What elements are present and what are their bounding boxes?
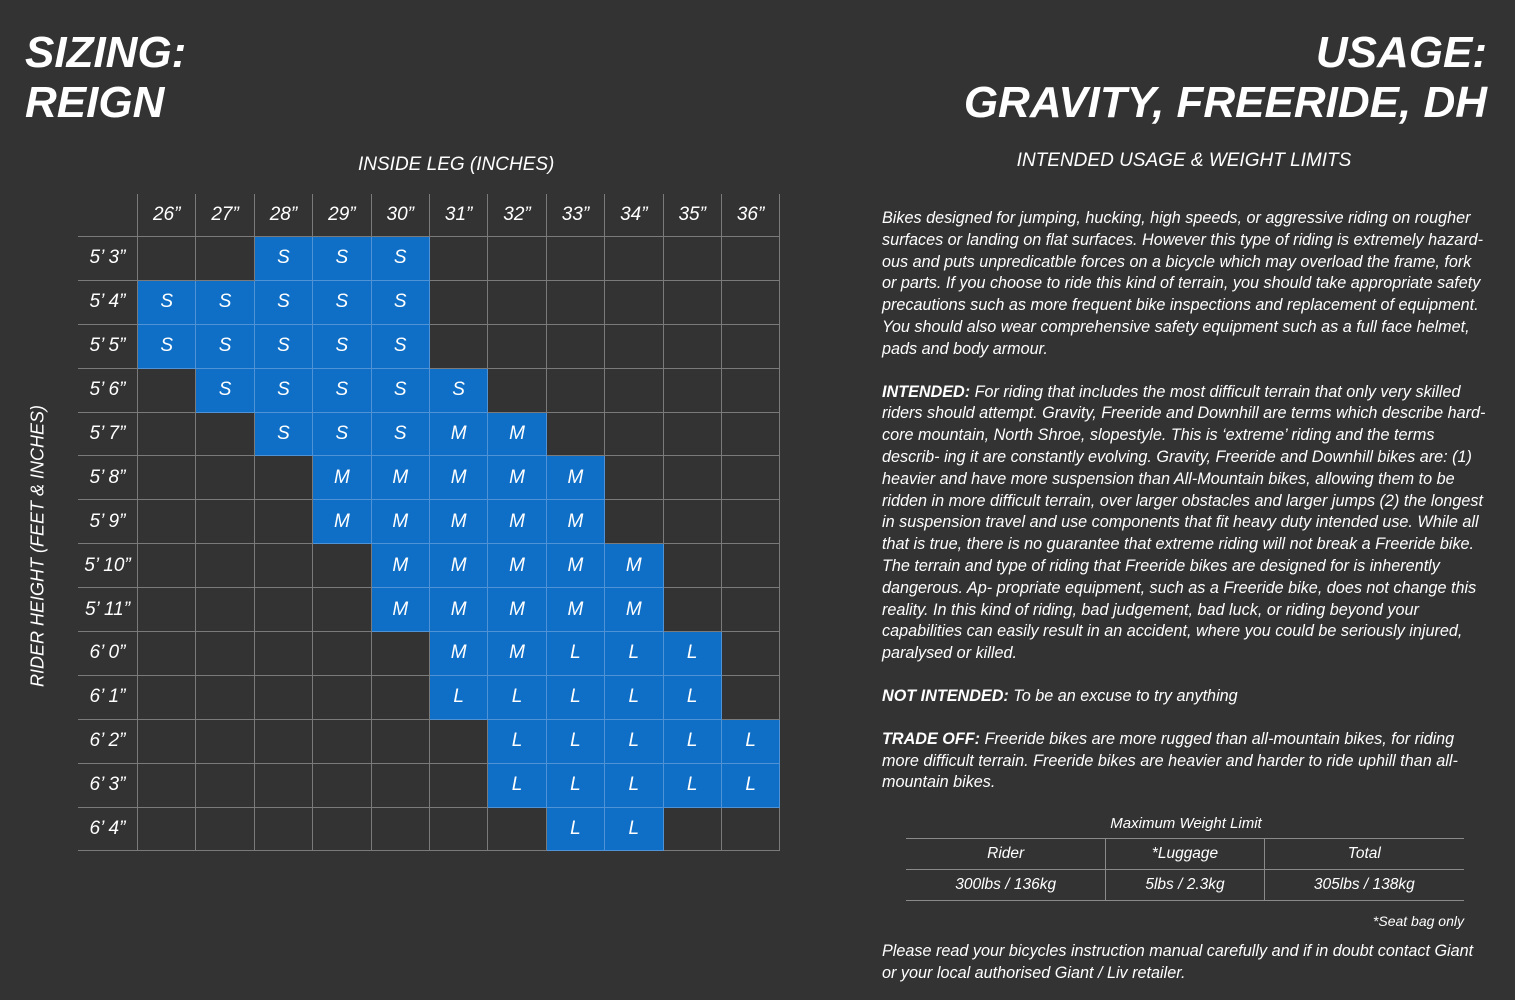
size-cell: L — [547, 764, 605, 808]
empty-cell — [547, 369, 605, 413]
size-cell: S — [372, 325, 430, 369]
size-cell: L — [664, 632, 722, 676]
size-cell: S — [313, 237, 371, 281]
size-cell: L — [605, 808, 663, 852]
empty-cell — [664, 413, 722, 457]
size-cell: S — [196, 281, 254, 325]
weight-value-luggage: 5lbs / 2.3kg — [1106, 870, 1264, 901]
weight-table-value-row — [906, 870, 1464, 901]
column-header: 28” — [255, 194, 313, 237]
empty-cell — [722, 676, 780, 720]
empty-cell — [664, 544, 722, 588]
row-header: 6’ 4” — [78, 808, 138, 852]
size-cell: L — [664, 764, 722, 808]
column-header: 30” — [372, 194, 430, 237]
empty-cell — [138, 588, 196, 632]
empty-cell — [138, 237, 196, 281]
tradeoff-paragraph — [882, 729, 1490, 794]
title-right-line-2: GRAVITY, FREERIDE, DH — [963, 78, 1487, 127]
empty-cell — [664, 500, 722, 544]
usage-intro: Bikes designed for jumping, hucking, high speeds, or aggressive riding on rougher surfaces or landing on flat surfaces. However this type of riding is extremely hazard- ous and puts unpredicatble forces on a bicycle which may overload the frame, fork or parts. If you choose to ride this kind of terrain, you should take appropriate safety precautions such as more frequent bike inspections and replacement of equipment. You should also wear comprehensive safety equipment such as a full face helmet, pads and body armour. — [882, 209, 1484, 358]
empty-cell — [722, 632, 780, 676]
weight-value-rider: 300lbs / 136kg — [906, 870, 1106, 901]
empty-cell — [313, 676, 371, 720]
size-cell: L — [664, 720, 722, 764]
empty-cell — [488, 808, 546, 852]
empty-cell — [372, 676, 430, 720]
size-cell: L — [488, 676, 546, 720]
column-header: 35” — [664, 194, 722, 237]
row-header: 5’ 9” — [78, 500, 138, 544]
empty-cell — [605, 369, 663, 413]
row-header: 6’ 3” — [78, 764, 138, 808]
size-cell: L — [605, 764, 663, 808]
empty-cell — [605, 500, 663, 544]
empty-cell — [430, 237, 488, 281]
size-cell: M — [488, 632, 546, 676]
size-cell: M — [430, 544, 488, 588]
size-cell: S — [196, 369, 254, 413]
empty-cell — [255, 720, 313, 764]
empty-cell — [488, 325, 546, 369]
empty-cell — [196, 544, 254, 588]
size-cell: S — [255, 413, 313, 457]
empty-cell — [255, 808, 313, 852]
empty-cell — [196, 237, 254, 281]
empty-cell — [313, 808, 371, 852]
empty-cell — [313, 632, 371, 676]
size-cell: S — [313, 413, 371, 457]
empty-cell — [430, 281, 488, 325]
size-cell: S — [372, 237, 430, 281]
size-cell: S — [255, 237, 313, 281]
empty-cell — [547, 413, 605, 457]
tradeoff-text: Freeride bikes are more rugged than all-mountain bikes, for riding more difficult terrain. Freeride bikes are heavier and harder to ride uphill than all-mountain bikes. — [882, 729, 1458, 792]
empty-cell — [138, 500, 196, 544]
empty-cell — [372, 720, 430, 764]
size-cell: M — [372, 544, 430, 588]
empty-cell — [664, 808, 722, 852]
empty-cell — [313, 764, 371, 808]
column-header: 36” — [722, 194, 780, 237]
inside-leg-axis-label: INSIDE LEG (INCHES) — [358, 154, 555, 175]
rider-height-axis-label: RIDER HEIGHT (FEET & INCHES) — [27, 404, 48, 688]
weight-table-title: Maximum Weight Limit — [1110, 815, 1262, 833]
size-cell: M — [372, 456, 430, 500]
size-cell: S — [313, 369, 371, 413]
size-cell: M — [430, 413, 488, 457]
size-cell: M — [605, 588, 663, 632]
not-intended-text: To be an excuse to try anything — [1008, 686, 1238, 705]
column-header: 32” — [488, 194, 546, 237]
size-cell: L — [722, 764, 780, 808]
not-intended-paragraph — [882, 686, 1490, 708]
size-cell: M — [430, 588, 488, 632]
empty-cell — [722, 237, 780, 281]
intended-label: INTENDED: — [882, 382, 971, 401]
empty-cell — [605, 456, 663, 500]
size-cell: L — [547, 676, 605, 720]
weight-limit-table — [906, 838, 1464, 901]
size-cell: L — [722, 720, 780, 764]
closing-note: Please read your bicycles instruction manual carefully and if in doubt contact Giant or your local authorised Giant / Liv retailer. — [882, 942, 1474, 982]
empty-cell — [488, 237, 546, 281]
row-header: 5’ 6” — [78, 369, 138, 413]
row-header: 6’ 1” — [78, 676, 138, 720]
empty-cell — [547, 281, 605, 325]
intended-paragraph — [882, 382, 1490, 665]
size-cell: M — [488, 456, 546, 500]
size-cell: S — [255, 281, 313, 325]
empty-cell — [664, 456, 722, 500]
empty-cell — [722, 456, 780, 500]
empty-cell — [430, 720, 488, 764]
empty-cell — [722, 808, 780, 852]
empty-cell — [196, 456, 254, 500]
empty-cell — [722, 281, 780, 325]
size-cell: M — [313, 456, 371, 500]
empty-cell — [372, 808, 430, 852]
column-header: 29” — [313, 194, 371, 237]
size-cell: L — [547, 720, 605, 764]
size-cell: L — [430, 676, 488, 720]
title-left-line-1: SIZING: — [25, 28, 187, 77]
empty-cell — [196, 632, 254, 676]
size-cell: L — [488, 720, 546, 764]
empty-cell — [255, 588, 313, 632]
size-cell: M — [488, 544, 546, 588]
empty-cell — [138, 764, 196, 808]
empty-cell — [196, 676, 254, 720]
empty-cell — [196, 588, 254, 632]
size-cell: S — [138, 281, 196, 325]
empty-cell — [196, 720, 254, 764]
size-cell: S — [372, 369, 430, 413]
tradeoff-label: TRADE OFF: — [882, 729, 981, 748]
size-cell: M — [372, 500, 430, 544]
row-header: 5’ 4” — [78, 281, 138, 325]
empty-cell — [664, 588, 722, 632]
sizing-grid — [78, 194, 780, 851]
empty-cell — [722, 588, 780, 632]
intended-text: For riding that includes the most difficult terrain that only very skilled riders should attempt. Gravity, Freeride and Downhill are terms which describe hard- core mountain, North Shroe, slopestyle. This is ‘extreme’ riding and the terms describ- ing it are constantly evolving. Gravity, Freeride and Downhill bikes are: (1) heavier and have more suspension than All-Mountain bikes, allowing them to be ridden in more difficult terrain, over larger obstacles and larger jumps (2) the longest in suspension travel and use components that fit heavy duty intended use. While all that is true, there is no guarantee that extreme riding will not break a Freeride bike. The terrain and type of riding that Freeride bikes are designed for is inherently dangerous. Ap- propriate equipment, such as a Freeride bike, does not change this reality. In this kind of riding, bad judgement, bad luck, or riding beyond your capabilities can easily result in an accident, where you could be seriously injured, paralysed or killed. — [882, 382, 1486, 663]
row-header: 5’ 3” — [78, 237, 138, 281]
empty-cell — [722, 413, 780, 457]
empty-cell — [313, 544, 371, 588]
not-intended-label: NOT INTENDED: — [882, 686, 1009, 705]
empty-cell — [313, 588, 371, 632]
empty-cell — [196, 500, 254, 544]
empty-cell — [664, 281, 722, 325]
size-cell: M — [488, 500, 546, 544]
empty-cell — [372, 632, 430, 676]
size-cell: M — [547, 456, 605, 500]
weight-value-total: 305lbs / 138kg — [1264, 870, 1464, 901]
empty-cell — [138, 369, 196, 413]
empty-cell — [138, 544, 196, 588]
size-cell: L — [547, 808, 605, 852]
column-header: 26” — [138, 194, 196, 237]
title-right-line-1: USAGE: — [1315, 28, 1487, 77]
size-cell: S — [430, 369, 488, 413]
weight-header-total: Total — [1264, 839, 1464, 870]
size-cell: M — [313, 500, 371, 544]
empty-cell — [138, 676, 196, 720]
empty-cell — [196, 413, 254, 457]
empty-cell — [488, 281, 546, 325]
size-cell: M — [547, 588, 605, 632]
usage-heading: INTENDED USAGE & WEIGHT LIMITS — [1016, 150, 1352, 171]
empty-cell — [722, 544, 780, 588]
empty-cell — [138, 413, 196, 457]
empty-cell — [605, 413, 663, 457]
size-cell: L — [605, 676, 663, 720]
empty-cell — [138, 632, 196, 676]
size-cell: M — [605, 544, 663, 588]
size-cell: S — [196, 325, 254, 369]
size-cell: S — [138, 325, 196, 369]
empty-cell — [722, 369, 780, 413]
weight-footnote: *Seat bag only — [1372, 913, 1464, 930]
empty-cell — [255, 544, 313, 588]
empty-cell — [547, 325, 605, 369]
size-cell: M — [547, 544, 605, 588]
row-header: 5’ 11” — [78, 588, 138, 632]
size-cell: S — [255, 325, 313, 369]
empty-cell — [664, 237, 722, 281]
size-cell: M — [430, 632, 488, 676]
weight-table-header-row — [906, 839, 1464, 870]
row-header: 6’ 0” — [78, 632, 138, 676]
column-header: 27” — [196, 194, 254, 237]
empty-cell — [722, 500, 780, 544]
size-cell: L — [605, 720, 663, 764]
size-cell: S — [372, 413, 430, 457]
empty-cell — [605, 237, 663, 281]
empty-cell — [138, 720, 196, 764]
size-cell: L — [664, 676, 722, 720]
size-cell: L — [547, 632, 605, 676]
weight-header-rider: Rider — [906, 839, 1106, 870]
empty-cell — [138, 456, 196, 500]
size-cell: M — [430, 500, 488, 544]
empty-cell — [372, 764, 430, 808]
empty-cell — [488, 369, 546, 413]
empty-cell — [722, 325, 780, 369]
empty-cell — [255, 676, 313, 720]
size-cell: L — [488, 764, 546, 808]
empty-cell — [664, 369, 722, 413]
weight-header-luggage: *Luggage — [1106, 839, 1264, 870]
size-cell: S — [255, 369, 313, 413]
empty-cell — [313, 720, 371, 764]
empty-cell — [196, 808, 254, 852]
empty-cell — [255, 456, 313, 500]
row-header: 5’ 10” — [78, 544, 138, 588]
title-left-line-2: REIGN — [25, 78, 165, 127]
empty-cell — [255, 632, 313, 676]
size-cell: S — [313, 325, 371, 369]
grid-corner — [78, 194, 138, 237]
empty-cell — [664, 325, 722, 369]
size-cell: M — [430, 456, 488, 500]
page-title-left — [25, 28, 186, 128]
column-header: 34” — [605, 194, 663, 237]
empty-cell — [430, 325, 488, 369]
page-title-right — [964, 28, 1487, 128]
size-cell: M — [372, 588, 430, 632]
size-cell: M — [488, 413, 546, 457]
empty-cell — [196, 764, 254, 808]
empty-cell — [605, 325, 663, 369]
column-header: 33” — [547, 194, 605, 237]
usage-panel — [882, 150, 1492, 985]
empty-cell — [430, 808, 488, 852]
empty-cell — [255, 500, 313, 544]
size-cell: L — [605, 632, 663, 676]
empty-cell — [255, 764, 313, 808]
row-header: 5’ 5” — [78, 325, 138, 369]
column-header: 31” — [430, 194, 488, 237]
row-header: 6’ 2” — [78, 720, 138, 764]
size-cell: M — [488, 588, 546, 632]
empty-cell — [430, 764, 488, 808]
size-cell: S — [372, 281, 430, 325]
empty-cell — [138, 808, 196, 852]
row-header: 5’ 8” — [78, 456, 138, 500]
size-cell: S — [313, 281, 371, 325]
row-header: 5’ 7” — [78, 413, 138, 457]
empty-cell — [547, 237, 605, 281]
empty-cell — [605, 281, 663, 325]
size-cell: M — [547, 500, 605, 544]
